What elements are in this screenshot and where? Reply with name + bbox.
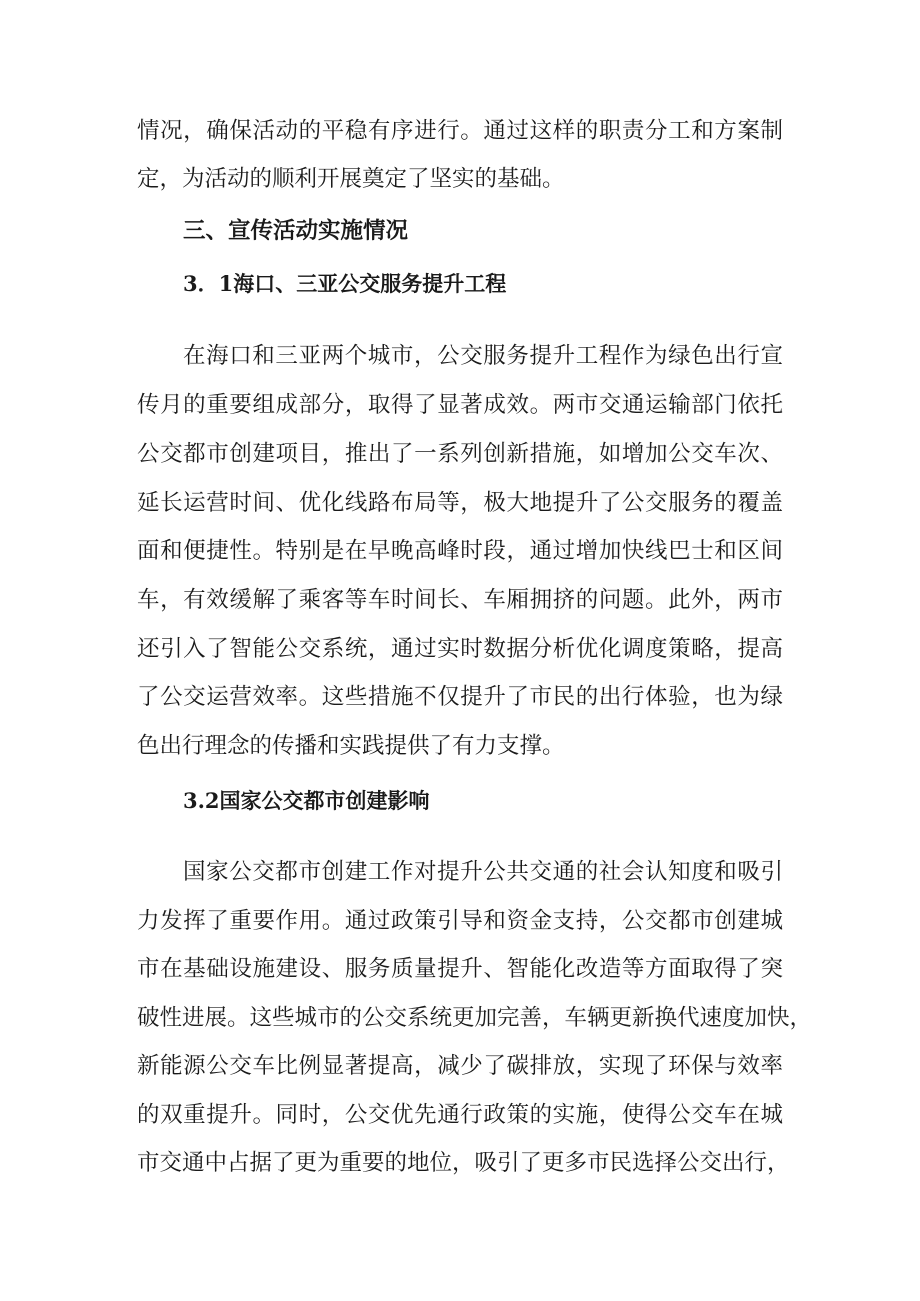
- paragraph-line: 国家公交都市创建工作对提升公共交通的社会认知度和吸引: [183, 859, 783, 885]
- paragraph-line: 市在基础设施建设、服务质量提升、智能化改造等方面取得了突: [137, 956, 783, 982]
- paragraph-line: 的双重提升。同时，公交优先通行政策的实施，使得公交车在城: [137, 1102, 783, 1128]
- paragraph-line: 还引入了智能公交系统，通过实时数据分析优化调度策略，提高: [137, 636, 783, 662]
- paragraph-line: 在海口和三亚两个城市，公交服务提升工程作为绿色出行宣: [183, 343, 783, 369]
- paragraph-line: 了公交运营效率。这些措施不仅提升了市民的出行体验，也为绿: [137, 684, 783, 710]
- intro-line: 情况，确保活动的平稳有序进行。通过这样的职责分工和方案制: [137, 118, 783, 144]
- paragraph-line: 破性进展。这些城市的公交系统更加完善，车辆更新换代速度加快，: [137, 1005, 813, 1031]
- paragraph-line: 公交都市创建项目，推出了一系列创新措施，如增加公交车次、: [137, 441, 783, 467]
- subsection-heading-3-1: 3．1海口、三亚公交服务提升工程: [183, 271, 507, 296]
- paragraph-line: 力发挥了重要作用。通过政策引导和资金支持，公交都市创建城: [137, 908, 783, 934]
- paragraph-line: 传月的重要组成部分，取得了显著成效。两市交通运输部门依托: [137, 392, 783, 418]
- section-title: 三、宣传活动实施情况: [183, 218, 409, 244]
- intro-line: 定，为活动的顺利开展奠定了坚实的基础。: [137, 166, 565, 192]
- paragraph-line: 色出行理念的传播和实践提供了有力支撑。: [137, 733, 565, 759]
- paragraph-line: 车，有效缓解了乘客等车时间长、车厢拥挤的问题。此外，两市: [137, 587, 783, 613]
- paragraph-line: 面和便捷性。特别是在早晚高峰时段，通过增加快线巴士和区间: [137, 538, 783, 564]
- subsection-heading-3-2: 3.2国家公交都市创建影响: [183, 788, 430, 813]
- paragraph-line: 市交通中占据了更为重要的地位，吸引了更多市民选择公交出行，: [137, 1150, 790, 1176]
- paragraph-line: 延长运营时间、优化线路布局等，极大地提升了公交服务的覆盖: [137, 490, 783, 516]
- paragraph-line: 新能源公交车比例显著提高，减少了碳排放，实现了环保与效率: [137, 1053, 783, 1079]
